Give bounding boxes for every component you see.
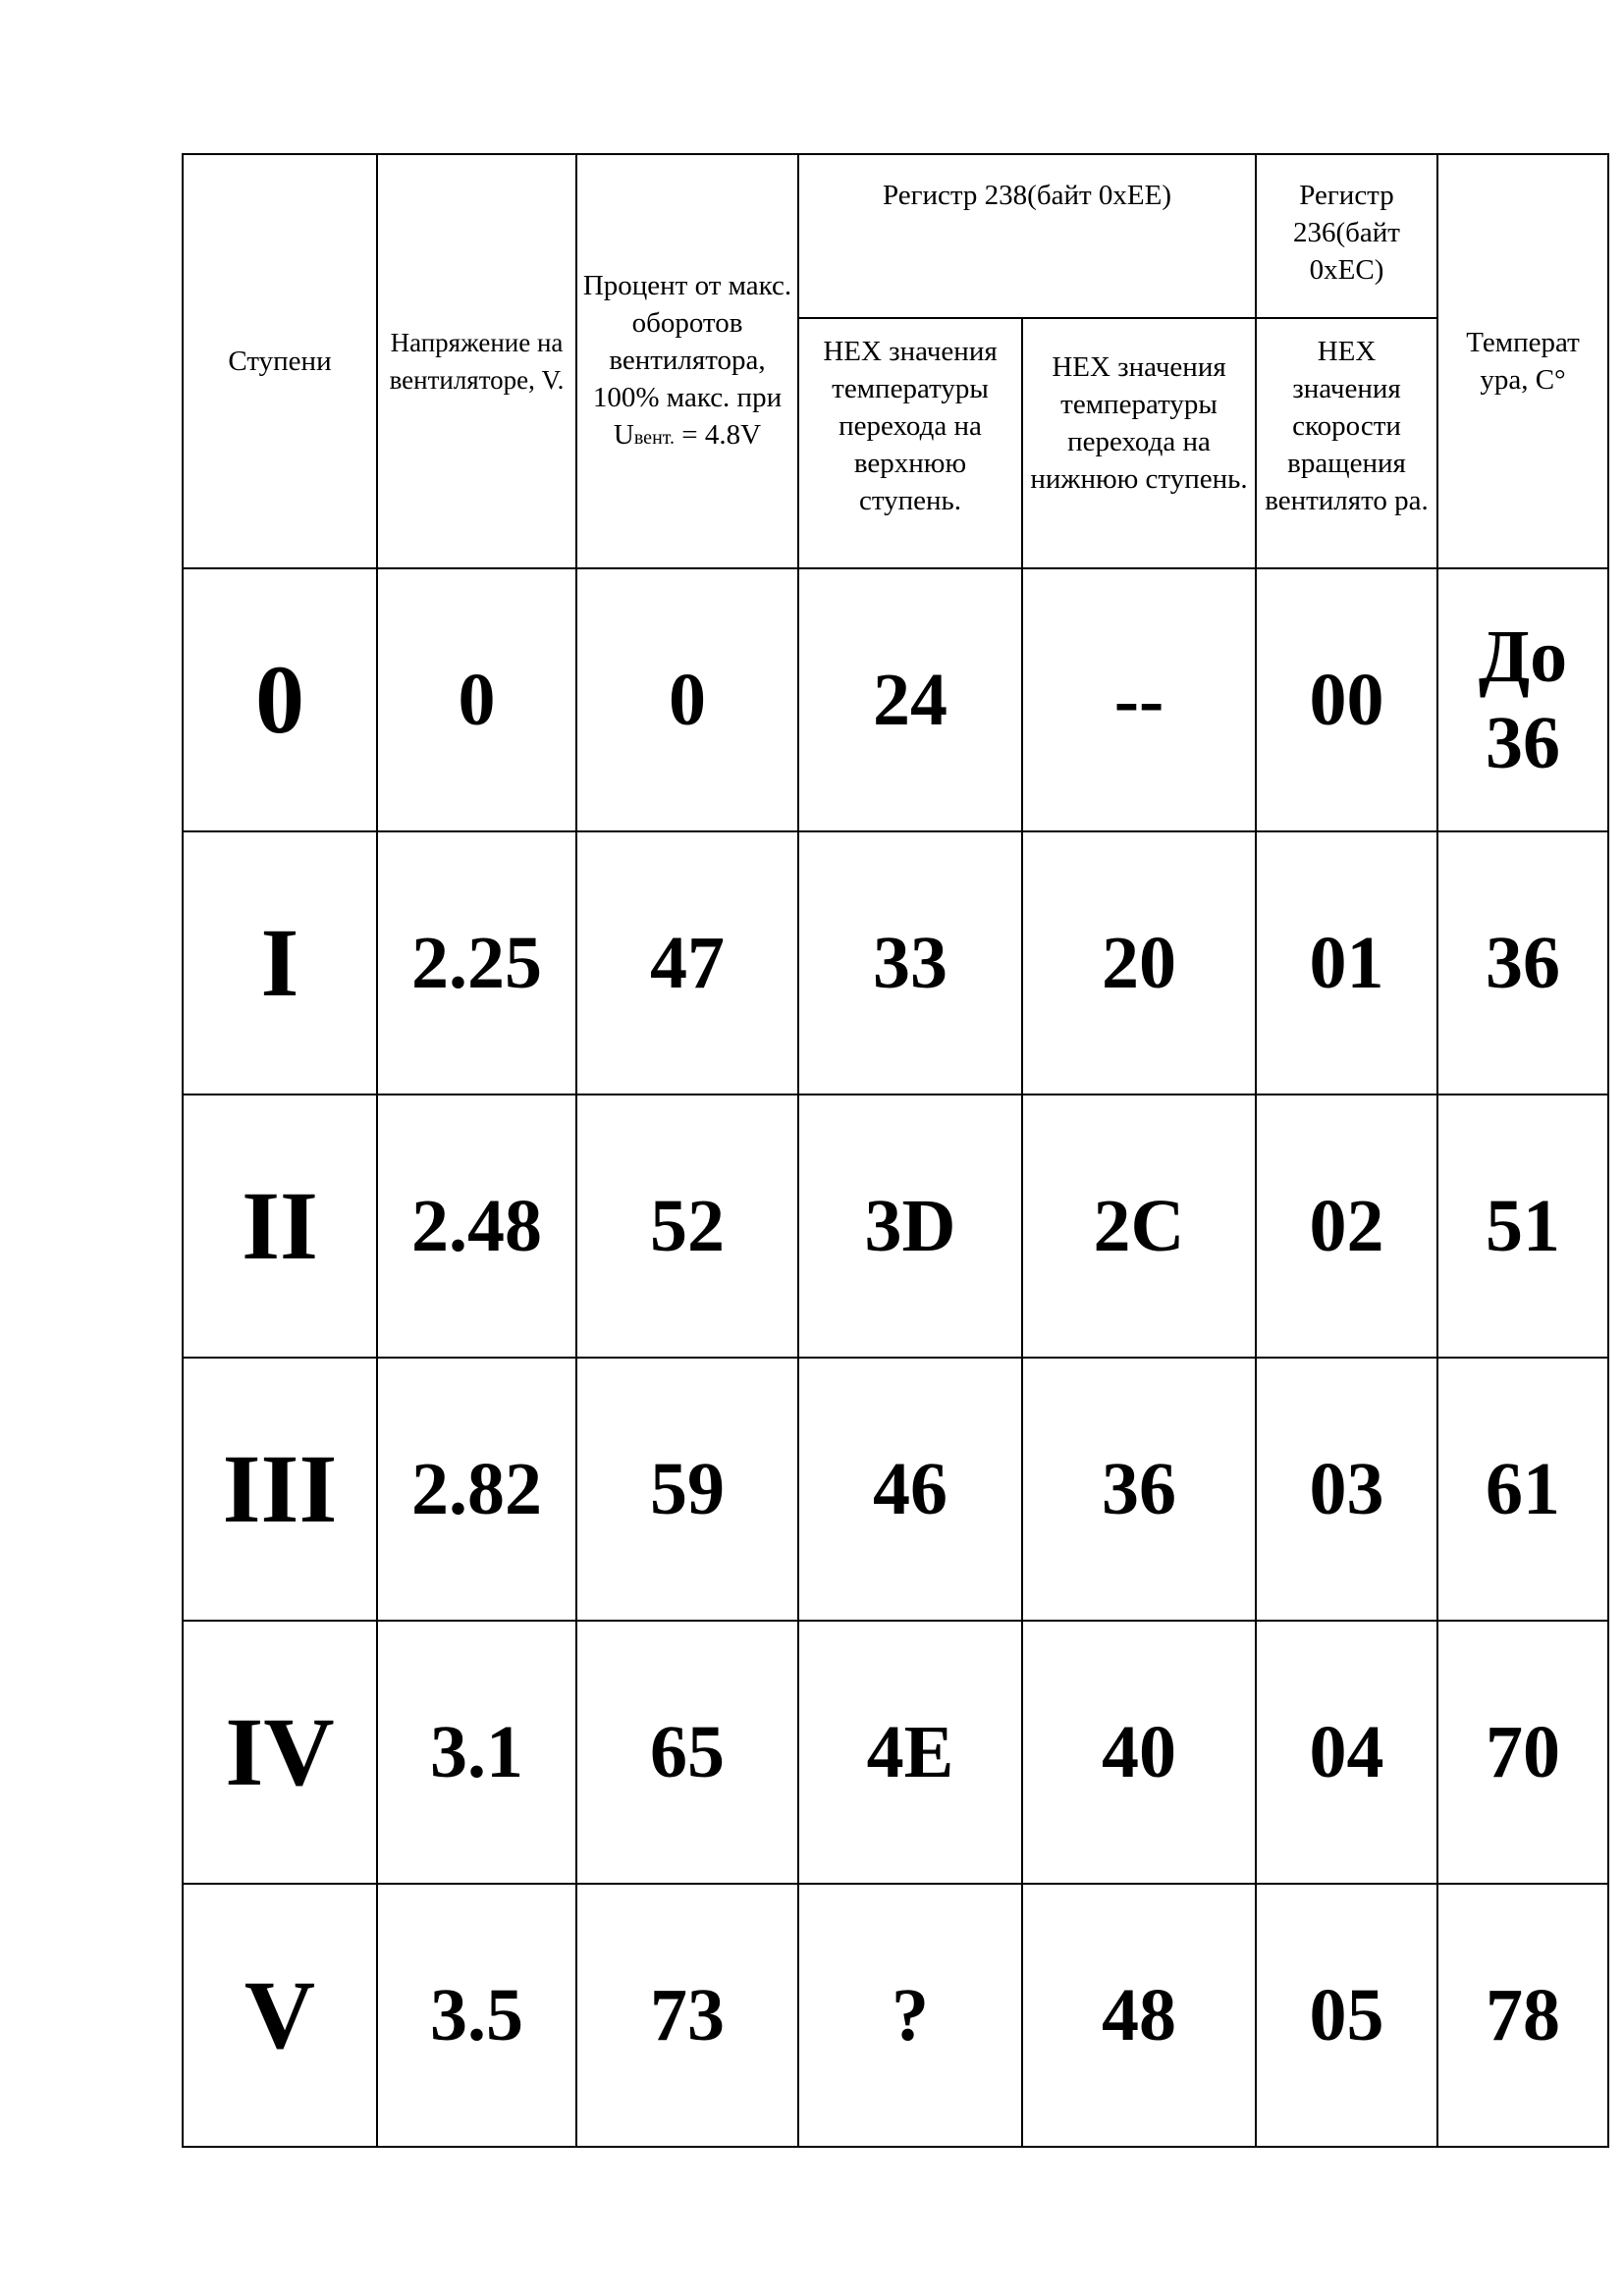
hex-up-cell: 4E bbox=[798, 1621, 1022, 1884]
temperature-cell: 51 bbox=[1437, 1095, 1608, 1358]
hex-down-cell: 2C bbox=[1022, 1095, 1256, 1358]
hex-up-cell: 24 bbox=[798, 568, 1022, 831]
hex-speed-cell: 01 bbox=[1256, 831, 1437, 1095]
hex-up-cell: ? bbox=[798, 1884, 1022, 2147]
voltage-cell: 2.82 bbox=[377, 1358, 576, 1621]
header-hex-up-label: HEX значения температуры перехода на верхнюю ступень. bbox=[823, 336, 998, 516]
stage-cell: 0 bbox=[183, 568, 377, 831]
header-hex-down-label: HEX значения температуры перехода на нижнюю ступень. bbox=[1030, 351, 1248, 495]
table-row bbox=[183, 1884, 1608, 2147]
stage-cell: II bbox=[183, 1095, 377, 1358]
percent-cell: 73 bbox=[576, 1884, 798, 2147]
voltage-cell: 3.1 bbox=[377, 1621, 576, 1884]
percent-cell: 65 bbox=[576, 1621, 798, 1884]
voltage-cell: 2.25 bbox=[377, 831, 576, 1095]
hex-down-cell: 40 bbox=[1022, 1621, 1256, 1884]
header-register-236-label: Регистр 236(байт 0xEC) bbox=[1293, 180, 1400, 286]
header-register-238-label: Регистр 238(байт 0xEE) bbox=[883, 180, 1171, 211]
temperature-cell bbox=[1437, 568, 1608, 831]
table-row bbox=[183, 1358, 1608, 1621]
hex-down-cell: -- bbox=[1022, 568, 1256, 831]
header-percent bbox=[576, 154, 798, 568]
header-register-238 bbox=[798, 154, 1256, 318]
temperature-cell: 36 bbox=[1437, 831, 1608, 1095]
header-hex-speed bbox=[1256, 318, 1437, 568]
voltage-cell: 2.48 bbox=[377, 1095, 576, 1358]
table-row bbox=[183, 568, 1608, 831]
voltage-cell: 3.5 bbox=[377, 1884, 576, 2147]
percent-cell: 52 bbox=[576, 1095, 798, 1358]
hex-up-cell: 33 bbox=[798, 831, 1022, 1095]
voltage-cell: 0 bbox=[377, 568, 576, 831]
header-hex-speed-label: HEX значения скорости вращения вентилято ра. bbox=[1265, 336, 1429, 516]
table-row bbox=[183, 1621, 1608, 1884]
header-percent-tail: = 4.8V bbox=[675, 418, 762, 451]
hex-down-cell: 36 bbox=[1022, 1358, 1256, 1621]
header-stages-label: Ступени bbox=[228, 346, 332, 377]
percent-cell: 47 bbox=[576, 831, 798, 1095]
header-percent-label: Процент от макс. оборотов вентилятора, 100% макс. при U bbox=[582, 269, 792, 451]
hex-speed-cell: 03 bbox=[1256, 1358, 1437, 1621]
temperature-cell: 70 bbox=[1437, 1621, 1608, 1884]
stage-cell: III bbox=[183, 1358, 377, 1621]
header-register-236 bbox=[1256, 154, 1437, 318]
percent-cell: 0 bbox=[576, 568, 798, 831]
stage-cell: V bbox=[183, 1884, 377, 2147]
header-temperature bbox=[1437, 154, 1608, 568]
hex-speed-cell: 05 bbox=[1256, 1884, 1437, 2147]
header-hex-down bbox=[1022, 318, 1256, 568]
percent-cell: 59 bbox=[576, 1358, 798, 1621]
table-row bbox=[183, 1095, 1608, 1358]
fan-stages-table bbox=[182, 153, 1609, 2148]
table-row bbox=[183, 831, 1608, 1095]
stage-cell: I bbox=[183, 831, 377, 1095]
temperature-cell: 61 bbox=[1437, 1358, 1608, 1621]
hex-speed-cell: 02 bbox=[1256, 1095, 1437, 1358]
stage-cell: IV bbox=[183, 1621, 377, 1884]
hex-up-cell: 46 bbox=[798, 1358, 1022, 1621]
temperature-line-1: До bbox=[1478, 615, 1568, 698]
hex-down-cell: 20 bbox=[1022, 831, 1256, 1095]
header-percent-subscript: вент. bbox=[633, 426, 676, 449]
hex-up-cell: 3D bbox=[798, 1095, 1022, 1358]
header-voltage-label: Напряжение на вентиляторе, V. bbox=[389, 328, 565, 395]
hex-speed-cell: 04 bbox=[1256, 1621, 1437, 1884]
header-stages bbox=[183, 154, 377, 568]
hex-speed-cell: 00 bbox=[1256, 568, 1437, 831]
header-voltage bbox=[377, 154, 576, 568]
header-hex-up bbox=[798, 318, 1022, 568]
hex-down-cell: 48 bbox=[1022, 1884, 1256, 2147]
temperature-cell: 78 bbox=[1437, 1884, 1608, 2147]
temperature-line-2: 36 bbox=[1486, 702, 1560, 784]
header-temperature-label: Температ ура, C° bbox=[1466, 327, 1580, 396]
